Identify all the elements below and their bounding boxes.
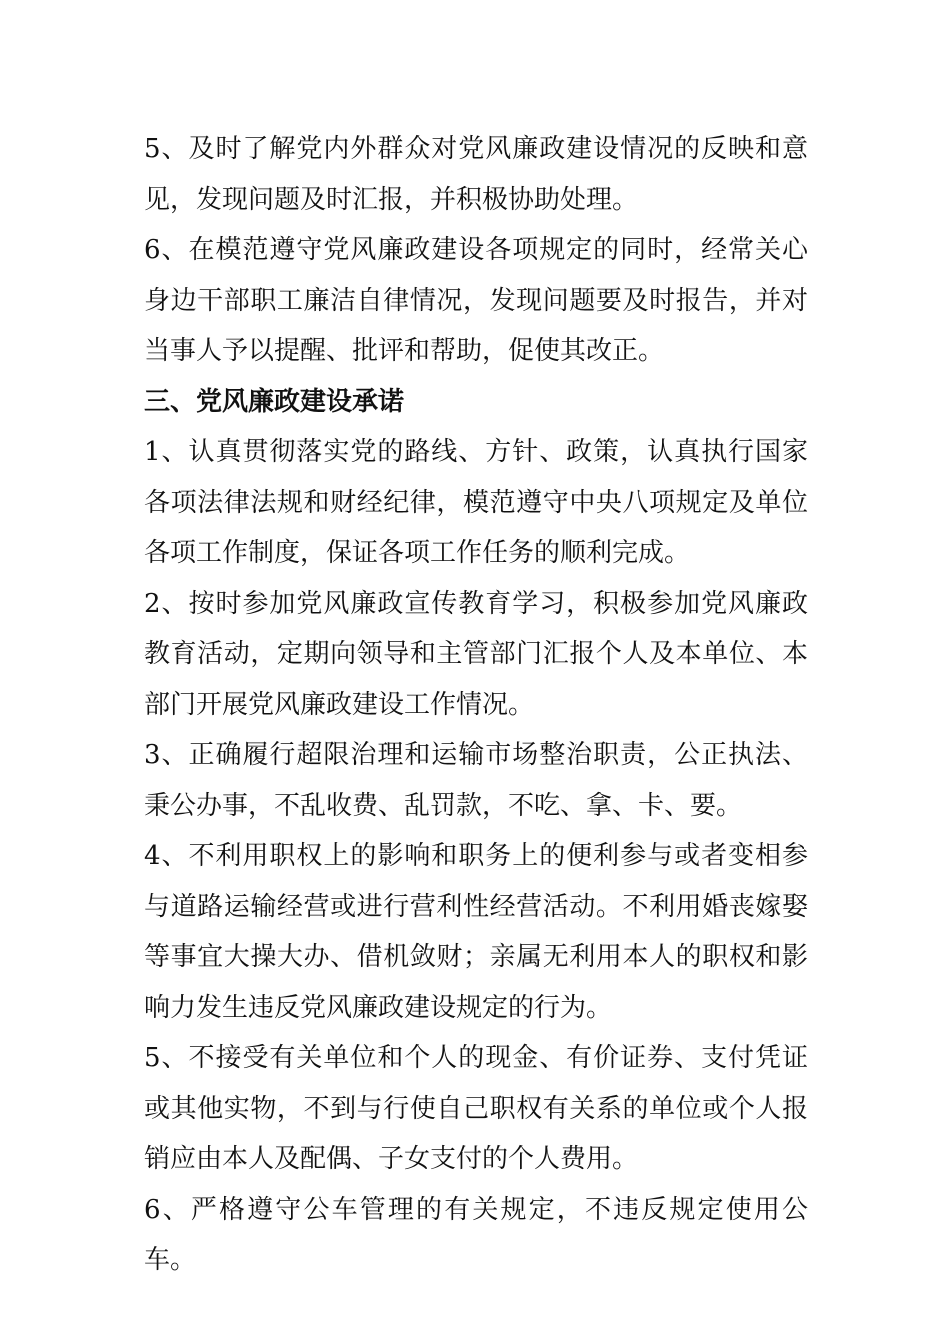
paragraph-item-6-before: 6、在模范遵守党风廉政建设各项规定的同时，经常关心身边干部职工廉洁自律情况，发现问题要及时报告，并对当事人予以提醒、批评和帮助，促使其改正。 <box>144 235 808 366</box>
document-body <box>144 124 808 1286</box>
pledge-item-5: 5、不接受有关单位和个人的现金、有价证券、支付凭证或其他实物，不到与行使自己职权有关系的单位或个人报销应由本人及配偶、子女支付的个人费用。 <box>144 1043 808 1174</box>
pledge-item-1: 1、认真贯彻落实党的路线、方针、政策，认真执行国家各项法律法规和财经纪律，模范遵守中央八项规定及单位各项工作制度，保证各项工作任务的顺利完成。 <box>144 437 808 568</box>
pledge-item-3: 3、正确履行超限治理和运输市场整治职责，公正执法、秉公办事，不乱收费、乱罚款，不吃、拿、卡、要。 <box>144 740 808 821</box>
pledge-item-6: 6、严格遵守公车管理的有关规定，不违反规定使用公车。 <box>144 1194 808 1275</box>
pledge-item-2: 2、按时参加党风廉政宣传教育学习，积极参加党风廉政教育活动，定期向领导和主管部门汇报个人及本单位、本部门开展党风廉政建设工作情况。 <box>144 588 808 720</box>
section-heading: 三、党风廉政建设承诺 <box>144 386 405 417</box>
pledge-item-4: 4、不利用职权上的影响和职务上的便利参与或者变相参与道路运输经营或进行营利性经营活动。不利用婚丧嫁娶等事宜大操大办、借机敛财；亲属无利用本人的职权和影响力发生违反党风廉政建设规定的行为。 <box>144 841 808 1023</box>
paragraph-item-5-before: 5、及时了解党内外群众对党风廉政建设情况的反映和意见，发现问题及时汇报，并积极协助处理。 <box>144 134 808 215</box>
